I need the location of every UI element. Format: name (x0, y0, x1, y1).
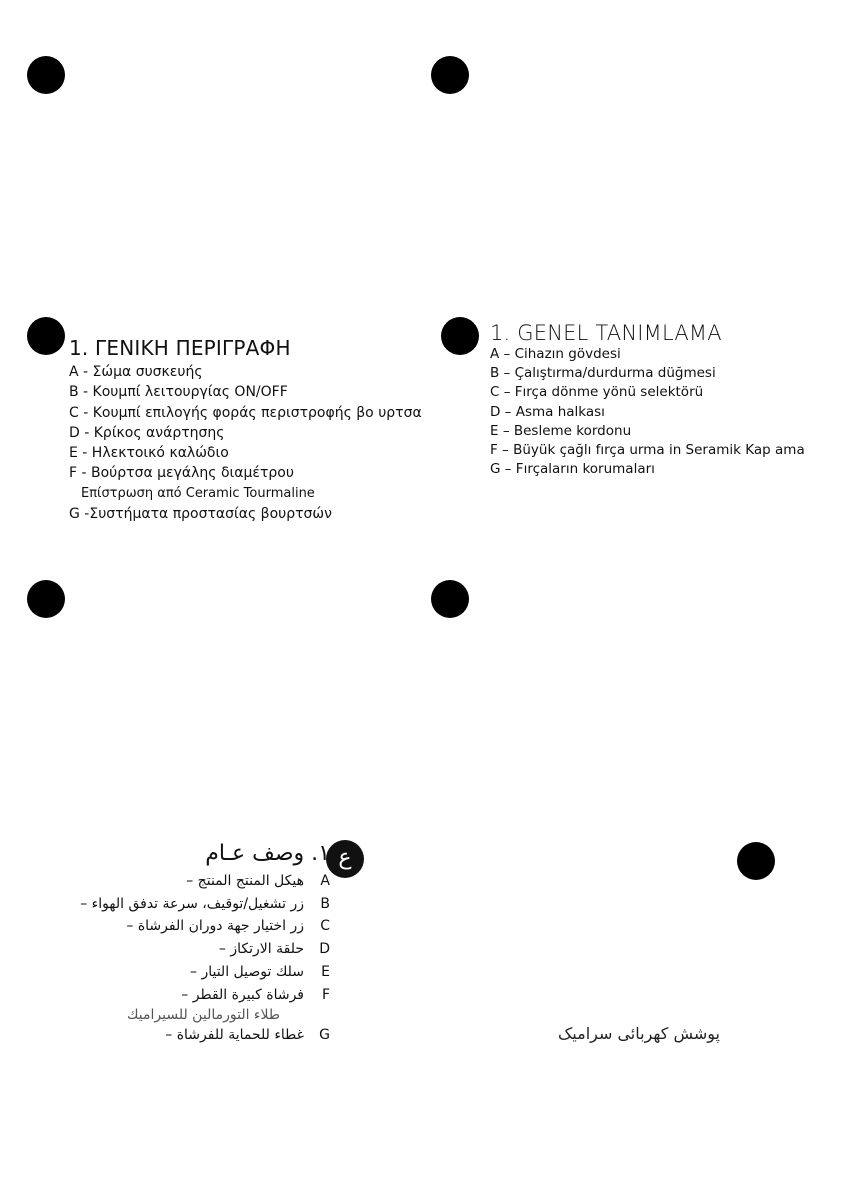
section-badge-arabic: ع (326, 840, 364, 878)
greek-item-d: D - Κρίκος ανάρτησης (69, 424, 225, 441)
arabic-item-c: زر اختيار جهة دوران الفرشاة – C (126, 918, 330, 935)
greek-item-c: C - Κουμπί επιλογής φοράς περιστροφής βο υρτσα (69, 404, 422, 421)
arabic-item-g: غطاء للحماية للفرشاة – G (165, 1027, 330, 1044)
section-dot-1 (27, 56, 65, 94)
greek-item-f-sub: Επίστρωση από Ceramic Tourmaline (81, 485, 315, 501)
greek-item-e: E - Ηλεκτοικό καλώδιο (69, 445, 229, 462)
section-dot-greek (27, 317, 65, 355)
arabic-description (40, 842, 330, 1047)
turkish-item-d: D – Asma halkası (490, 403, 605, 420)
section-dot-2 (431, 56, 469, 94)
arabic-item-f-sub: طلاء التورمالين للسيراميك (126, 1007, 280, 1024)
greek-item-a: A - Σώμα συσκευής (69, 364, 203, 380)
arabic-item-a: هيكل المنتج المنتج – A (186, 873, 330, 889)
section-dot-persian (737, 842, 775, 880)
arabic-item-e: سلك توصيل التيار – E (190, 963, 330, 980)
persian-coating-text: پوشش كهربائی سرامیک (557, 1024, 720, 1043)
section-dot-turkish (441, 317, 479, 355)
turkish-item-f: F – Büyük çağlı fırça urma in Seramik Kap ama (490, 442, 805, 459)
arabic-title: ١. وصف عـام (205, 841, 330, 866)
greek-title: 1. ΓΕΝΙΚΗ ΠΕΡΙΓΡΑΦΗ (69, 336, 291, 360)
section-dot-5 (27, 580, 65, 618)
turkish-item-e: E – Besleme kordonu (490, 422, 632, 439)
turkish-title: 1. GENEL TANIMLAMA (490, 321, 722, 345)
arabic-item-d: حلقة الارتكاز – D (218, 941, 330, 958)
greek-item-b: B - Κουμπί λειτουργίας ON/OFF (69, 384, 288, 401)
section-dot-6 (431, 580, 469, 618)
turkish-item-g: G – Fırçaların korumaları (490, 461, 655, 478)
greek-item-f: F - Βούρτσα μεγάλης διαμέτρου (69, 465, 294, 482)
arabic-item-f: فرشاة كبيرة القطر – F (181, 986, 330, 1003)
greek-item-g: G -Συστήματα προστασίας βουρτσών (69, 506, 332, 523)
turkish-description (490, 321, 820, 479)
turkish-item-b: B – Çalıştırma/durdurma düğmesi (490, 365, 716, 382)
greek-description (69, 336, 435, 524)
turkish-item-c: C – Fırça dönme yönü selektörü (490, 384, 704, 401)
turkish-item-a: A – Cihazın gövdesi (490, 346, 621, 362)
arabic-item-b: زر تشغيل/توقيف، سرعة تدفق الهواء – B (80, 895, 330, 912)
